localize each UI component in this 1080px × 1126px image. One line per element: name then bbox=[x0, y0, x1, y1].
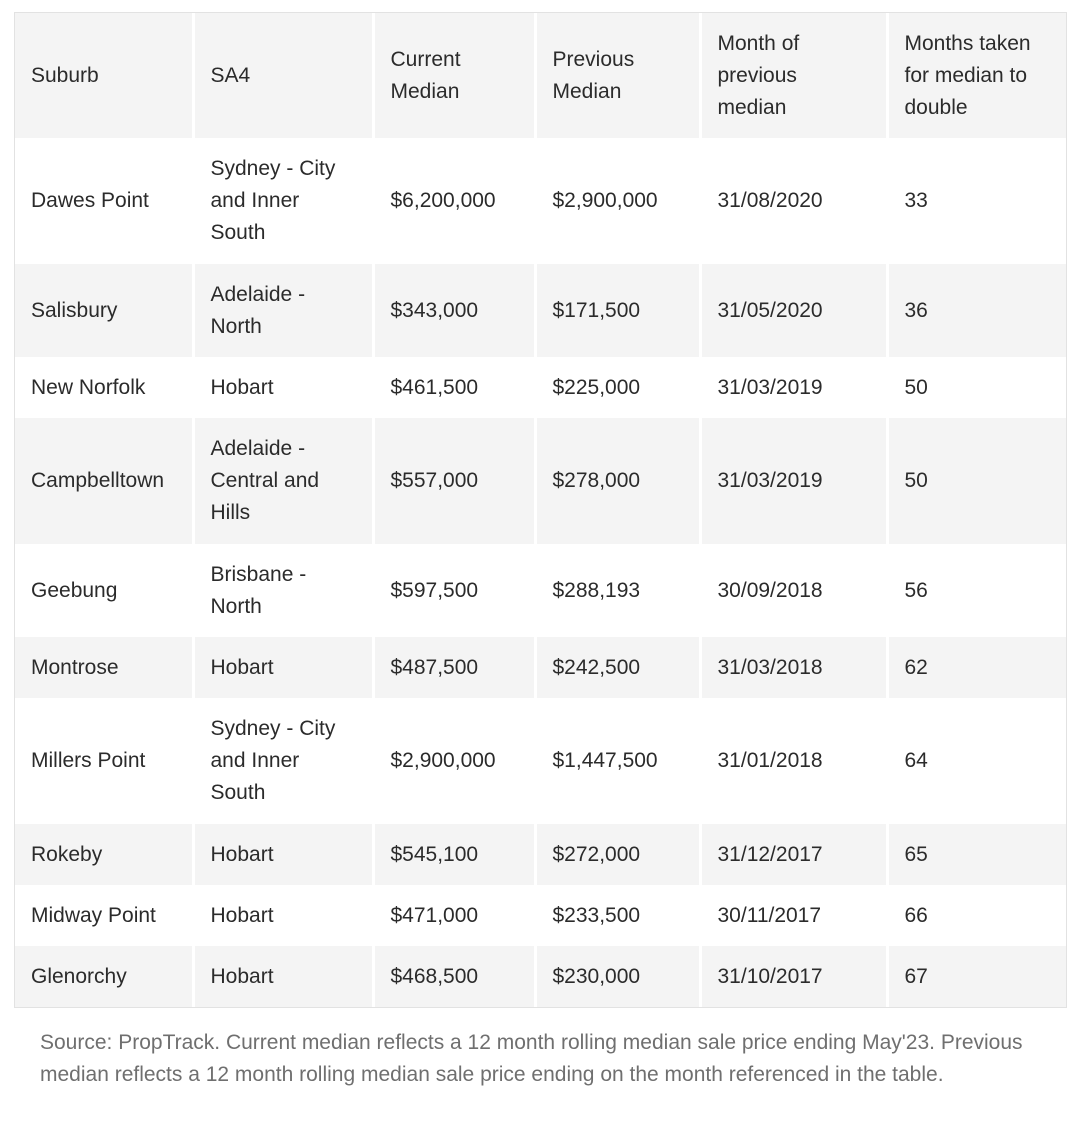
cell-previous-median: $1,447,500 bbox=[535, 698, 700, 824]
median-doubling-table bbox=[15, 13, 1066, 1007]
cell-sa4: Sydney - City and Inner South bbox=[193, 698, 373, 824]
table-row bbox=[15, 946, 1066, 1007]
cell-suburb: New Norfolk bbox=[31, 375, 146, 399]
cell-months-to-double: 36 bbox=[887, 264, 1066, 357]
table-row bbox=[15, 138, 1066, 264]
cell-suburb: Salisbury bbox=[31, 298, 118, 322]
table-header-row bbox=[15, 13, 1066, 138]
cell-month-of-previous-median: 31/10/2017 bbox=[700, 946, 887, 1007]
source-note: Source: PropTrack. Current median reflects a 12 month rolling median sale price ending May'23. Previous median reflects a 12 month rolling median sale price ending on the month referenced in the table. bbox=[40, 1031, 1023, 1086]
cell-previous-median: $225,000 bbox=[535, 357, 700, 418]
cell-months-to-double: 56 bbox=[887, 544, 1066, 637]
cell-previous-median: $230,000 bbox=[535, 946, 700, 1007]
cell-previous-median: $242,500 bbox=[535, 637, 700, 698]
table-row bbox=[15, 698, 1066, 824]
cell-sa4: Sydney - City and Inner South bbox=[193, 138, 373, 264]
table-row bbox=[15, 824, 1066, 885]
header-current-median: Current Median bbox=[373, 13, 535, 138]
table-row bbox=[15, 885, 1066, 946]
cell-month-of-previous-median: 31/01/2018 bbox=[700, 698, 887, 824]
cell-previous-median: $233,500 bbox=[535, 885, 700, 946]
cell-months-to-double: 64 bbox=[887, 698, 1066, 824]
table-row bbox=[15, 264, 1066, 357]
cell-current-median: $471,000 bbox=[373, 885, 535, 946]
cell-current-median: $2,900,000 bbox=[373, 698, 535, 824]
table-row bbox=[15, 544, 1066, 637]
cell-month-of-previous-median: 30/11/2017 bbox=[700, 885, 887, 946]
cell-suburb: Midway Point bbox=[31, 903, 156, 927]
cell-sa4: Hobart bbox=[193, 637, 373, 698]
header-previous-median: Previous Median bbox=[535, 13, 700, 138]
cell-months-to-double: 62 bbox=[887, 637, 1066, 698]
cell-previous-median: $171,500 bbox=[535, 264, 700, 357]
cell-current-median: $6,200,000 bbox=[373, 138, 535, 264]
cell-suburb: Campbelltown bbox=[31, 469, 165, 492]
cell-suburb: Montrose bbox=[31, 655, 119, 679]
cell-suburb: Glenorchy bbox=[31, 964, 127, 988]
cell-months-to-double: 67 bbox=[887, 946, 1066, 1007]
cell-sa4: Hobart bbox=[193, 946, 373, 1007]
cell-suburb: Dawes Point bbox=[31, 189, 149, 212]
cell-sa4: Hobart bbox=[193, 885, 373, 946]
cell-months-to-double: 65 bbox=[887, 824, 1066, 885]
cell-sa4: Hobart bbox=[193, 357, 373, 418]
cell-months-to-double: 50 bbox=[887, 418, 1066, 544]
header-sa4: SA4 bbox=[193, 13, 373, 138]
cell-current-median: $545,100 bbox=[373, 824, 535, 885]
cell-suburb: Geebung bbox=[31, 578, 118, 602]
header-suburb: Suburb bbox=[31, 63, 99, 87]
cell-month-of-previous-median: 31/03/2019 bbox=[700, 418, 887, 544]
cell-suburb: Millers Point bbox=[31, 749, 146, 772]
cell-months-to-double: 50 bbox=[887, 357, 1066, 418]
table-row bbox=[15, 357, 1066, 418]
cell-suburb: Rokeby bbox=[31, 842, 103, 866]
cell-sa4: Brisbane - North bbox=[193, 544, 373, 637]
cell-month-of-previous-median: 31/05/2020 bbox=[700, 264, 887, 357]
cell-month-of-previous-median: 31/03/2018 bbox=[700, 637, 887, 698]
cell-sa4: Hobart bbox=[193, 824, 373, 885]
cell-previous-median: $2,900,000 bbox=[535, 138, 700, 264]
cell-current-median: $557,000 bbox=[373, 418, 535, 544]
cell-current-median: $487,500 bbox=[373, 637, 535, 698]
cell-current-median: $468,500 bbox=[373, 946, 535, 1007]
cell-current-median: $461,500 bbox=[373, 357, 535, 418]
cell-month-of-previous-median: 31/03/2019 bbox=[700, 357, 887, 418]
cell-months-to-double: 33 bbox=[887, 138, 1066, 264]
header-month-of-previous-median: Month of previous median bbox=[700, 13, 887, 138]
table-row bbox=[15, 418, 1066, 544]
cell-month-of-previous-median: 31/12/2017 bbox=[700, 824, 887, 885]
cell-month-of-previous-median: 31/08/2020 bbox=[700, 138, 887, 264]
cell-current-median: $343,000 bbox=[373, 264, 535, 357]
cell-sa4: Adelaide - Central and Hills bbox=[193, 418, 373, 544]
cell-previous-median: $278,000 bbox=[535, 418, 700, 544]
median-doubling-table-container bbox=[14, 12, 1067, 1008]
table-row bbox=[15, 637, 1066, 698]
cell-months-to-double: 66 bbox=[887, 885, 1066, 946]
cell-previous-median: $272,000 bbox=[535, 824, 700, 885]
header-months-to-double: Months taken for median to double bbox=[887, 13, 1066, 138]
cell-current-median: $597,500 bbox=[373, 544, 535, 637]
cell-month-of-previous-median: 30/09/2018 bbox=[700, 544, 887, 637]
cell-previous-median: $288,193 bbox=[535, 544, 700, 637]
cell-sa4: Adelaide - North bbox=[193, 264, 373, 357]
